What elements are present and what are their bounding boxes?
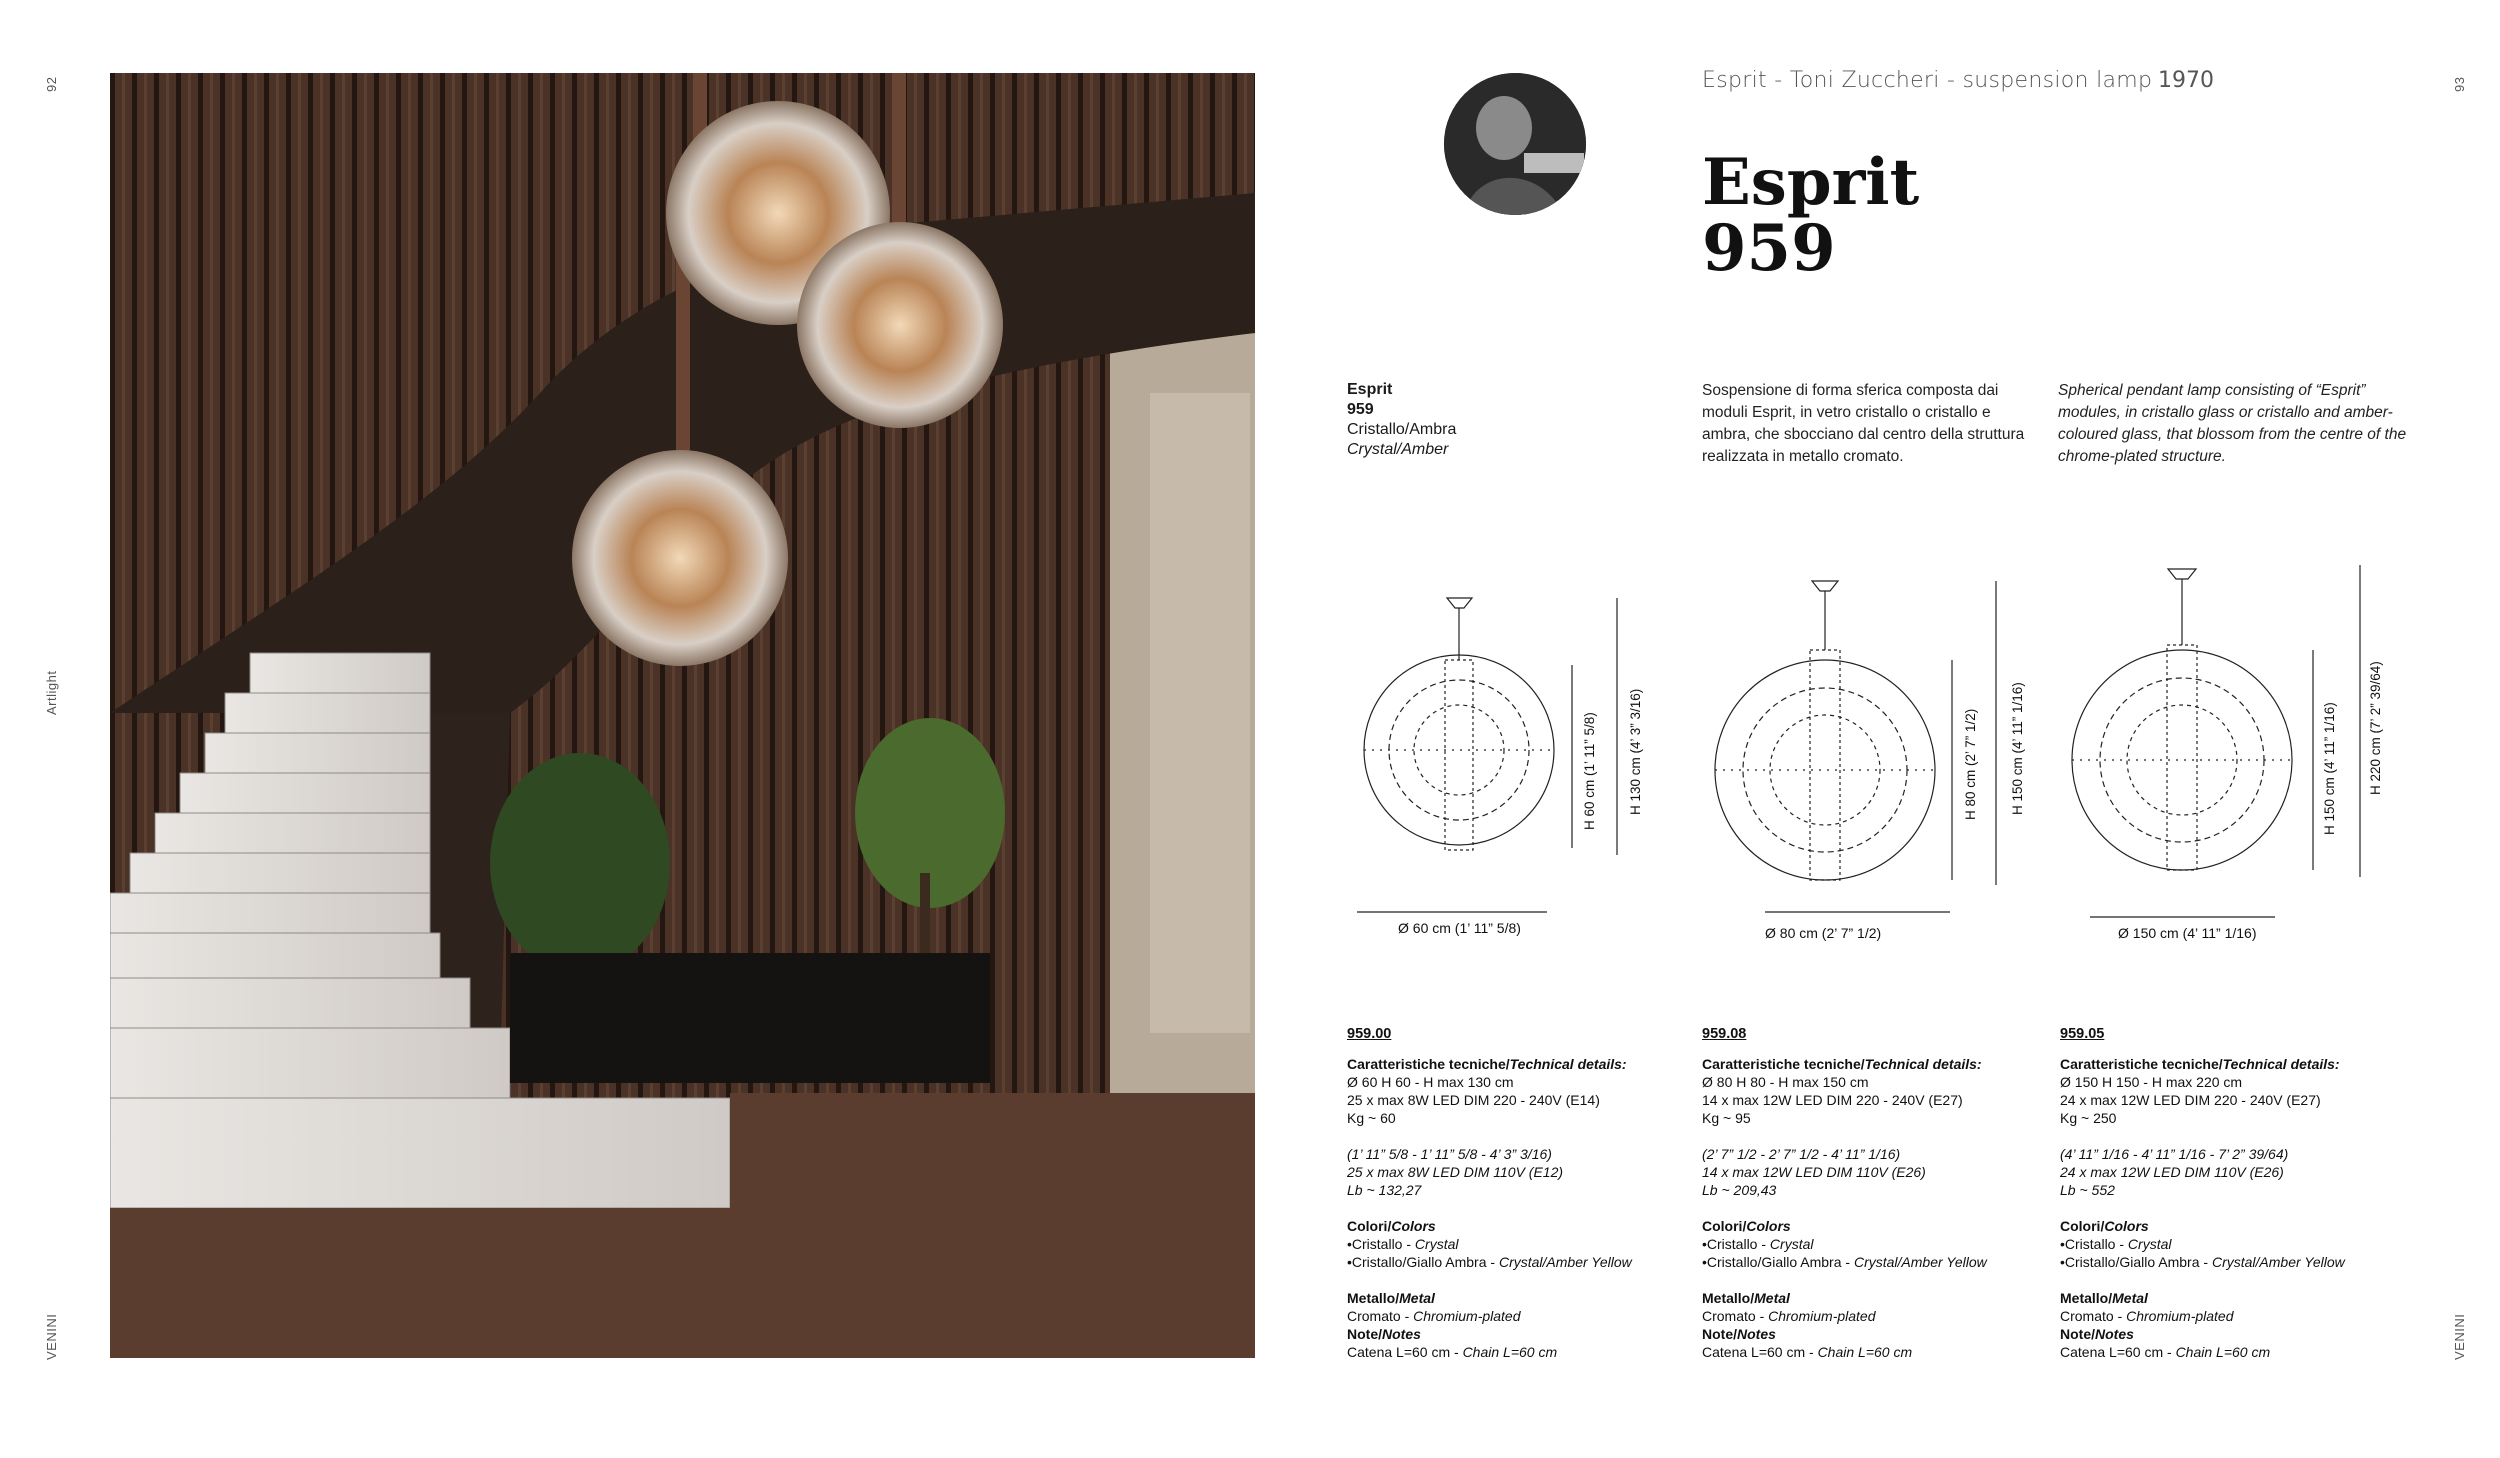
spec-tech-line: 25 x max 8W LED DIM 220 - 240V (E14) (1347, 1092, 1600, 1108)
header-year: 1970 (2158, 68, 2214, 93)
spec-imperial-line: 24 x max 12W LED DIM 110V (E26) (2060, 1164, 2284, 1180)
dimension-diameter-80: Ø 80 cm (2’ 7” 1/2) (1765, 925, 1882, 941)
brand-label-right: VENINI (2452, 1313, 2467, 1360)
spec-imperial-line: (2’ 7” 1/2 - 2’ 7” 1/2 - 4’ 11” 1/16) (1702, 1146, 1901, 1162)
dimension-diameter-60: Ø 60 cm (1’ 11” 5/8) (1398, 920, 1521, 936)
spec-tech-line: Ø 80 H 80 - H max 150 cm (1702, 1074, 1869, 1090)
section-label: Artlight (44, 670, 59, 715)
spec-tech-heading: Caratteristiche tecniche/Technical details: (1347, 1056, 1627, 1072)
lamp-drawing-small (1352, 590, 1672, 950)
spec-colors-heading: Colori/Colors (2060, 1218, 2149, 1234)
spec-metal-heading: Metallo/Metal (1347, 1290, 1435, 1306)
spec-tech-heading: Caratteristiche tecniche/Technical details: (1702, 1056, 1982, 1072)
designer-portrait (1444, 73, 1586, 215)
spec-tech-line: 24 x max 12W LED DIM 220 - 240V (E27) (2060, 1092, 2321, 1108)
spec-column-959-05 (2060, 1025, 2420, 1361)
spec-metal-heading: Metallo/Metal (1702, 1290, 1790, 1306)
spec-imperial-line: Lb ~ 552 (2060, 1182, 2115, 1198)
page-number-left: 92 (44, 76, 59, 92)
spec-imperial-line: Lb ~ 132,27 (1347, 1182, 1422, 1198)
brand-label-left: VENINI (44, 1313, 59, 1360)
spec-tech-line: Kg ~ 60 (1347, 1110, 1396, 1126)
spec-color-item: •Cristallo - Crystal (1702, 1236, 1814, 1252)
spec-color-item: •Cristallo/Giallo Ambra - Crystal/Amber Yellow (2060, 1254, 2345, 1270)
spec-note-heading: Note/Notes (2060, 1326, 2134, 1342)
spec-code: 959.05 (2060, 1026, 2105, 1042)
product-finish-it: Cristallo/Ambra (1347, 421, 1457, 438)
spec-imperial-line: (4’ 11” 1/16 - 4’ 11” 1/16 - 7’ 2” 39/64) (2060, 1146, 2289, 1162)
dimension-height-150: H 150 cm (4’ 11” 1/16) (2322, 702, 2337, 835)
header-subtitle: Esprit - Toni Zuccheri - suspension lamp (1702, 68, 2153, 93)
dimension-hmax-150: H 220 cm (7’ 2” 39/64) (2368, 661, 2383, 795)
spec-imperial-line: Lb ~ 209,43 (1702, 1182, 1777, 1198)
spec-imperial-line: (1’ 11” 5/8 - 1’ 11” 5/8 - 4’ 3” 3/16) (1347, 1146, 1552, 1162)
spec-color-item: •Cristallo - Crystal (2060, 1236, 2172, 1252)
page-number-right: 93 (2452, 76, 2467, 92)
dimension-height-60: H 60 cm (1’ 11” 5/8) (1582, 712, 1597, 830)
product-name: Esprit (1347, 381, 1393, 398)
description-italian: Sospensione di forma sferica composta dai moduli Esprit, in vetro cristallo o cristallo e ambra, che sbocciano dal centro della struttura realizzata in metallo cromato. (1702, 382, 2025, 465)
spec-code: 959.08 (1702, 1026, 1747, 1042)
spec-tech-line: 14 x max 12W LED DIM 220 - 240V (E27) (1702, 1092, 1963, 1108)
product-intro (1347, 380, 1456, 460)
dimension-hmax-80: H 150 cm (4’ 11” 1/16) (2010, 682, 2025, 815)
spec-note-heading: Note/Notes (1702, 1326, 1776, 1342)
spec-tech-line: Ø 150 H 150 - H max 220 cm (2060, 1074, 2243, 1090)
spec-column-959-00 (1347, 1025, 1707, 1361)
spec-code: 959.00 (1347, 1026, 1392, 1042)
spec-note-value: Catena L=60 cm - Chain L=60 cm (2060, 1344, 2271, 1360)
spec-colors-heading: Colori/Colors (1347, 1218, 1436, 1234)
spec-tech-line: Kg ~ 250 (2060, 1110, 2117, 1126)
spec-tech-line: Kg ~ 95 (1702, 1110, 1751, 1126)
spec-metal-value: Cromato - Chromium-plated (1702, 1308, 1876, 1324)
spec-imperial-line: 25 x max 8W LED DIM 110V (E12) (1347, 1164, 1564, 1180)
interior-photo (110, 73, 1255, 1358)
spec-note-value: Catena L=60 cm - Chain L=60 cm (1347, 1344, 1558, 1360)
title-line-code: 959 (1702, 211, 1836, 286)
dimension-diameter-150: Ø 150 cm (4’ 11” 1/16) (2118, 925, 2257, 941)
spec-metal-heading: Metallo/Metal (2060, 1290, 2148, 1306)
spec-color-item: •Cristallo/Giallo Ambra - Crystal/Amber Yellow (1347, 1254, 1632, 1270)
spec-column-959-08 (1702, 1025, 2062, 1361)
spec-colors-heading: Colori/Colors (1702, 1218, 1791, 1234)
spec-metal-value: Cromato - Chromium-plated (1347, 1308, 1521, 1324)
spec-note-value: Catena L=60 cm - Chain L=60 cm (1702, 1344, 1913, 1360)
product-finish-en: Crystal/Amber (1347, 441, 1449, 458)
spec-imperial-line: 14 x max 12W LED DIM 110V (E26) (1702, 1164, 1926, 1180)
technical-drawing-60 (1352, 590, 1672, 950)
page-title (1702, 145, 1920, 286)
spec-color-item: •Cristallo - Crystal (1347, 1236, 1459, 1252)
technical-drawing-150 (2060, 565, 2390, 935)
lamp-drawing-large (2060, 565, 2390, 935)
spec-tech-heading: Caratteristiche tecniche/Technical details: (2060, 1056, 2340, 1072)
product-code: 959 (1347, 401, 1374, 418)
description-english: Spherical pendant lamp consisting of “Esprit” modules, in cristallo glass or cristallo and amber-coloured glass, that blossom from the centre of the chrome-plated structure. (2058, 382, 2407, 465)
dimension-hmax-60: H 130 cm (4’ 3” 3/16) (1628, 688, 1643, 815)
title-line-name: Esprit (1702, 145, 1920, 220)
spec-color-item: •Cristallo/Giallo Ambra - Crystal/Amber Yellow (1702, 1254, 1987, 1270)
spec-tech-line: Ø 60 H 60 - H max 130 cm (1347, 1074, 1514, 1090)
staircase-scene-image (110, 73, 1255, 1358)
dimension-height-80: H 80 cm (2’ 7” 1/2) (1963, 708, 1978, 820)
spec-note-heading: Note/Notes (1347, 1326, 1421, 1342)
spec-metal-value: Cromato - Chromium-plated (2060, 1308, 2234, 1324)
